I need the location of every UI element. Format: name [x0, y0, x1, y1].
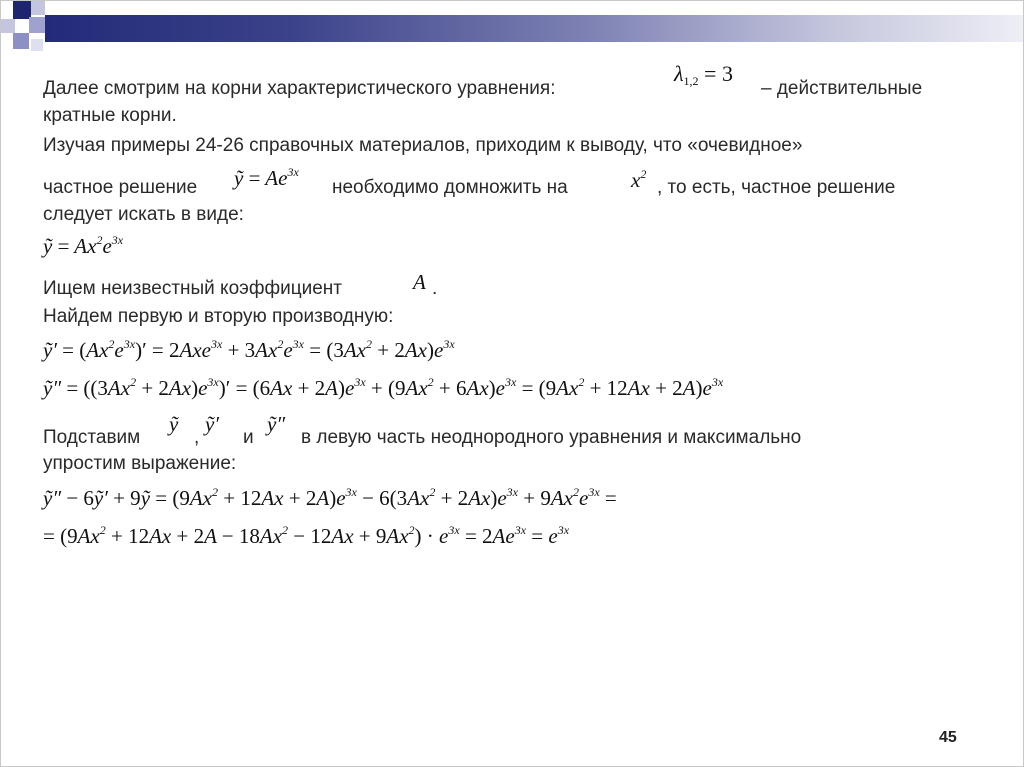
text-line-8b: , [194, 427, 200, 448]
formula-a: A [413, 270, 426, 294]
text-line-8a: Подставим [43, 427, 141, 448]
formula-substitution-2: = $(9Ax^2 + 12Ax + 2A - 18Ax^2 - 12Ax + 9Ax^2) \cdot e^{3x} = 2Ae^{3x} = e^{3x}$ [43, 523, 570, 548]
page-number: 45 [939, 729, 957, 746]
formula-lambda: $\lambda_{1,2} = 3$ [674, 61, 733, 88]
text-line-4b: необходимо домножить на [332, 177, 568, 198]
text-line-8d: в левую часть неоднородного уравнения и максимально [301, 427, 802, 448]
text-line-4a: частное решение [43, 177, 198, 198]
text-line-8c: и [243, 427, 254, 448]
text-line-2: кратные корни. [43, 105, 177, 126]
formula-x2: $x^2$ [631, 167, 647, 192]
text-line-6a: Ищем неизвестный коэффициент [43, 278, 342, 299]
formula-y-form: ỹ = $Ax^2e^{3x}$ [43, 233, 124, 258]
formula-y-tilde: ỹ [169, 412, 179, 436]
text-line-9: упростим выражение: [43, 453, 237, 474]
text-line-7: Найдем первую и вторую производную: [43, 306, 394, 327]
title-gradient-bar [45, 15, 1023, 42]
formula-substitution-1: ỹ″ − 6ỹ′ + 9ỹ = $(9Ax^2 + 12Ax + 2A)e^{3x} - 6(3Ax^2 + 2Ax)e^{3x} + 9Ax^2e^{3x}$ = [43, 485, 617, 510]
text-line-6b: . [432, 278, 438, 299]
formula-y-tilde-ae3x: ỹ = $Ae^{3x}$ [234, 165, 299, 190]
text-line-4c: , то есть, частное решение [657, 177, 896, 198]
formula-first-derivative: ỹ′ = $(Ax^2e^{3x})' = 2Axe^{3x} + 3Ax^2e^{3x} = (3Ax^2 + 2Ax)e^{3x}$ [43, 337, 455, 362]
text-line-1a: Далее смотрим на корни характеристического уравнения: [43, 78, 556, 99]
text-line-5: следует искать в виде: [43, 204, 244, 225]
formula-y-tilde-double-prime: ỹ″ [267, 412, 286, 436]
formula-second-derivative: ỹ″ = $((3Ax^2 + 2Ax)e^{3x})' = (6Ax + 2A)e^{3x} + (9Ax^2 + 6Ax)e^{3x} = (9Ax^2 + 12Ax + 2A)e^{3x}$ [43, 375, 724, 400]
formula-y-tilde-prime: ỹ′ [205, 412, 219, 436]
text-line-1b: – действительные [761, 78, 923, 99]
text-line-3: Изучая примеры 24-26 справочных материалов, приходим к выводу, что «очевидное» [43, 135, 803, 156]
